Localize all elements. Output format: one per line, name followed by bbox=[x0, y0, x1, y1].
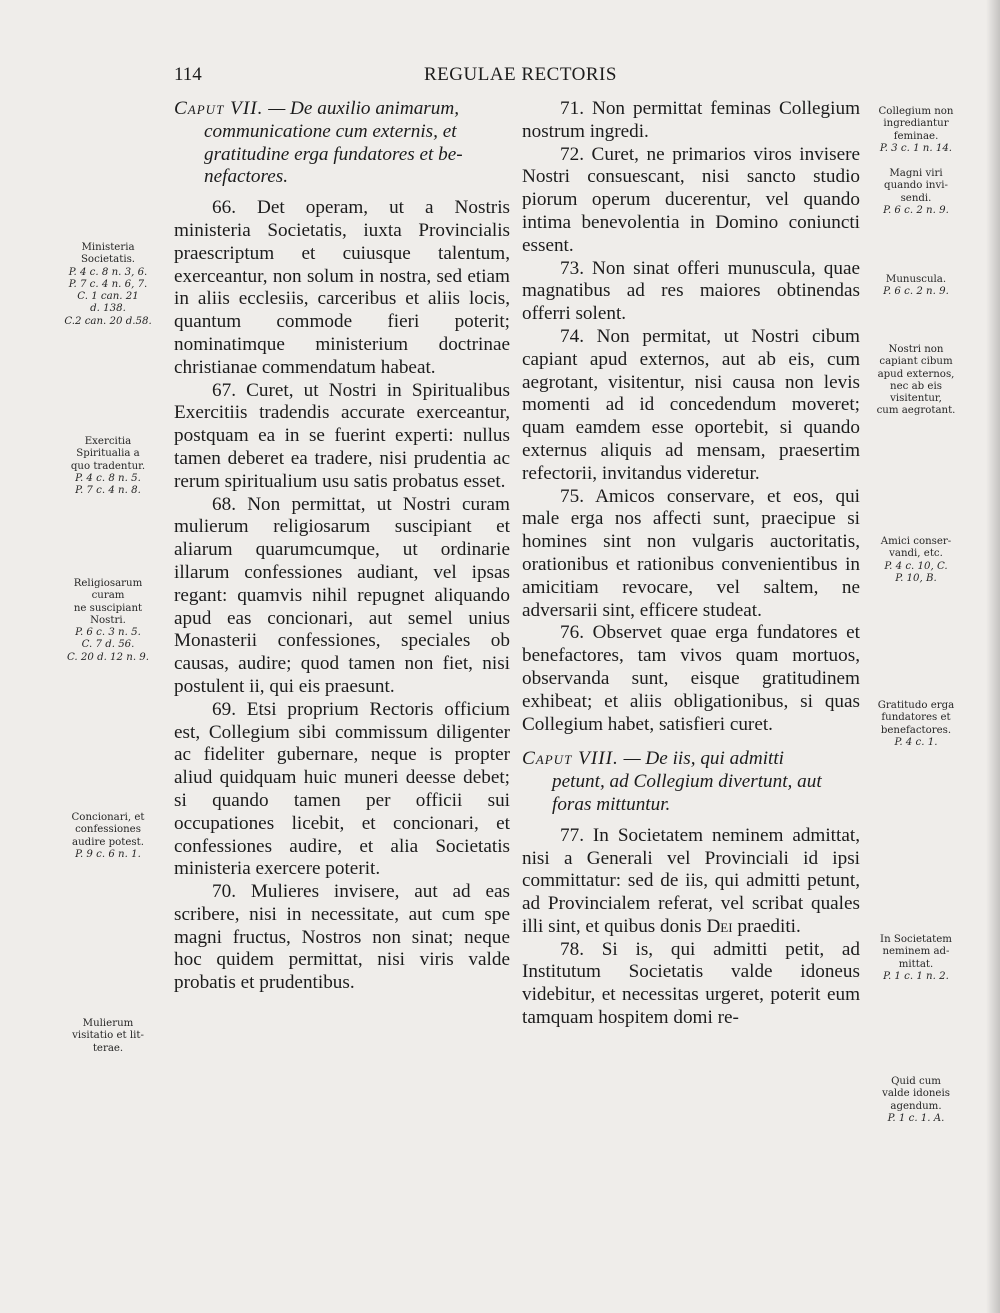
paragraph-67: 67. Curet, ut Nostri in Spiritualibus Exercitiis tradendis accurate exerceantur, postquam ea in se fuerint experti: nullus tamen deberet ea tradere, nisi prudentia ac rerum spiritualium usu satis probatus esset. bbox=[174, 379, 510, 492]
margin-note-left bbox=[58, 578, 158, 664]
chapter-label: Caput VIII. bbox=[522, 748, 619, 770]
paragraph-71: 71. Non permittat feminas Collegium nostrum ingredi. bbox=[522, 98, 860, 142]
paragraph-73: 73. Non sinat offeri munuscula, quae magnatibus ad res maiores obtinendas offerri solent. bbox=[522, 257, 860, 325]
margin-note-text: Societatis. bbox=[80, 254, 136, 266]
margin-note-text: nec ab eis bbox=[890, 380, 942, 392]
margin-note-text: audire potest. bbox=[72, 836, 144, 848]
margin-note-left bbox=[58, 242, 158, 328]
margin-note-text: visitatio et lit- bbox=[72, 1030, 144, 1042]
margin-note-ref: P. 4 c. 8 n. 3, 6. bbox=[68, 266, 148, 278]
margin-note-text: sendi. bbox=[900, 192, 932, 204]
margin-note-text: fundatores et bbox=[881, 712, 951, 724]
margin-note-text: Magni viri bbox=[889, 168, 943, 179]
margin-note-ref: C. 20 d. 12 n. 9. bbox=[66, 651, 150, 663]
margin-note-text: visitentur, bbox=[890, 393, 942, 405]
margin-note-text: quo tradentur. bbox=[70, 460, 146, 472]
margin-note-text: benefactores. bbox=[880, 724, 952, 736]
margin-note-ref: P. 3 c. 1 n. 14. bbox=[879, 142, 953, 154]
margin-note-ref: P. 1 c. 1. A. bbox=[887, 1112, 945, 1124]
margin-note-text: apud externos, bbox=[877, 368, 955, 380]
margin-note-ref: P. 4 c. 10, C. bbox=[884, 560, 948, 572]
paragraph-77 bbox=[522, 825, 860, 939]
paragraph-76: 76. Observet quae erga fundatores et benefactores, tam vivos quam mortuos, observanda sunt, eisque gratitudinem exhibeat; et aliis obligationibus, si quas Collegium habet, satisfieri curet. bbox=[522, 622, 860, 735]
paragraph-66: 66. Det operam, ut a Nostris ministeria Societatis, iuxta Provincialis praescriptum et cuiusque talentum, exerceantur, non solum in nostra, sed etiam in aliis ecclesiis, carceribus et aliis locis, quantum commode fieri poterit; nominatimque ministerium doctrinae christianae commendatum habeat. bbox=[174, 197, 510, 378]
margin-note-text: terae. bbox=[92, 1042, 124, 1054]
paragraph-68: 68. Non permittat, ut Nostri curam mulierum religiosarum suscipiant et aliarum quarumcumque, ut ordinarie illarum confessiones audiant, vel ipsas regant: quamvis nihil repugnet aliquando apud eas concionari, aut semel unius Monasterii confessiones, speciales ob causas, audire; quod tamen non fiet, nisi postulent ii, qui eis praesunt. bbox=[174, 493, 510, 697]
chapter-title-line: foras mittuntur. bbox=[552, 793, 671, 815]
margin-note-ref: P. 4 c. 8 n. 5. bbox=[75, 472, 141, 484]
margin-note-left bbox=[58, 1018, 158, 1055]
margin-note-right bbox=[866, 274, 966, 299]
page-edge-shadow bbox=[986, 0, 1000, 1313]
margin-note-left bbox=[58, 436, 158, 497]
margin-note-text: ingrediantur bbox=[883, 118, 949, 130]
margin-note-text: cum aegrotant. bbox=[876, 405, 956, 417]
margin-note-ref: P. 10, B. bbox=[895, 572, 937, 584]
margin-note-text: Collegium non bbox=[878, 106, 954, 117]
margin-note-text: neminem ad- bbox=[882, 946, 950, 958]
margin-note-text: valde idoneis bbox=[882, 1088, 950, 1100]
paragraph-77-end: praediti. bbox=[732, 915, 801, 937]
right-column bbox=[522, 98, 860, 1030]
chapter-title-line: — De iis, qui admitti bbox=[618, 748, 785, 770]
margin-note-right bbox=[866, 536, 966, 585]
margin-note-ref: P. 6 c. 2 n. 9. bbox=[883, 286, 949, 298]
chapter-title-line: communicatione cum externis, et bbox=[204, 120, 457, 142]
paragraph-74: 74. Non permitat, ut Nostri cibum capiant apud externos, aut ab eis, cum aegrotant, visitentur, nisi causa non levis momenti ad id concedendum moveret; quam eamdem esse oportebit, si quando externus aliquis ad mensam, praesertim refectorii, invitandus videretur. bbox=[522, 325, 860, 484]
margin-note-ref: C. 7 d. 56. bbox=[81, 639, 135, 651]
margin-note-text: capiant cibum bbox=[879, 356, 953, 368]
margin-note-text: Ministeria bbox=[81, 242, 135, 253]
margin-note-text: Gratitudo erga bbox=[877, 700, 955, 711]
margin-note-text: In Societatem bbox=[880, 934, 952, 945]
paragraph-78: 78. Si is, qui admitti petit, ad Institutum Societatis valde idoneus videbitur, et necessitas urgeret, poterit eum tamquam hospitem domi re- bbox=[522, 938, 860, 1029]
margin-note-ref: P. 6 c. 3 n. 5. bbox=[75, 627, 141, 639]
margin-note-text: feminae. bbox=[893, 130, 939, 142]
margin-note-text: agendum. bbox=[890, 1100, 942, 1112]
chapter-8-heading bbox=[522, 748, 860, 816]
chapter-title-line: — De auxilio animarum, bbox=[263, 98, 460, 119]
margin-note-text: Amici conser- bbox=[880, 536, 952, 547]
margin-note-right bbox=[866, 344, 966, 418]
margin-note-text: Exercitia bbox=[84, 436, 132, 447]
paragraph-77-text: 77. In Societatem neminem admittat, nisi a Generali vel Provinciali id ipsi committatur: sed de iis, qui admitti petunt, ad Provincialem referat, vel scribat quales illi sint, et quibus donis bbox=[522, 824, 860, 937]
running-head: REGULAE RECTORIS bbox=[424, 64, 617, 85]
margin-note-text: Quid cum bbox=[891, 1076, 941, 1087]
margin-note-text: confessiones bbox=[75, 824, 141, 836]
paragraph-75: 75. Amicos conservare, et eos, qui male erga nos affecti sunt, praecipue si homines sint non vulgaris auctoritatis, orationibus et rationibus convenientibus in amicitiam revocare, vel saltem, ne adversarii sint, efficere studeat. bbox=[522, 485, 860, 621]
left-column bbox=[174, 98, 510, 995]
chapter-title-line: gratitudine erga fundatores et be- bbox=[204, 143, 463, 165]
margin-note-right bbox=[866, 168, 966, 217]
margin-note-text: mittat. bbox=[898, 958, 934, 970]
margin-note-text: Spiritualia a bbox=[76, 448, 140, 460]
margin-note-right bbox=[866, 1076, 966, 1125]
margin-note-text: Munuscula. bbox=[885, 274, 947, 285]
margin-note-ref: C.2 can. 20 d.58. bbox=[64, 315, 152, 327]
margin-note-ref: C. 1 can. 21 bbox=[77, 291, 139, 303]
chapter-title-line: nefactores. bbox=[204, 166, 289, 188]
margin-note-text: ne suscipiant bbox=[73, 602, 143, 614]
chapter-title-line: petunt, ad Collegium divertunt, aut bbox=[552, 771, 822, 793]
margin-note-text: curam bbox=[91, 590, 125, 602]
margin-note-text: quando invi- bbox=[884, 180, 948, 192]
margin-note-text: Nostri. bbox=[90, 614, 126, 626]
margin-note-right bbox=[866, 700, 966, 749]
chapter-label: Caput VII. bbox=[174, 98, 264, 119]
paragraph-72: 72. Curet, ne primarios viros invisere Nostri consuescant, nisi sancto studio piorum operum ducerentur, vel quando intima benevolentia in Domino coniuncti essent. bbox=[522, 143, 860, 256]
chapter-7-heading bbox=[174, 98, 510, 189]
margin-note-text: Concionari, et bbox=[71, 812, 145, 823]
dei-word: Dei bbox=[706, 915, 733, 937]
margin-note-text: Religiosarum bbox=[73, 578, 143, 589]
margin-note-ref: P. 7 c. 4 n. 8. bbox=[75, 485, 141, 497]
paragraph-69: 69. Etsi proprium Rectoris officium est, Collegium sibi commissum diligenter ac fideliter gubernare, neque is propter aliud quidquam huic muneri deesse debet; si quando tamen per officii sui occupationes licebit, et concionari, et confessiones audire, et alia Societatis ministeria exercere poterit. bbox=[174, 698, 510, 880]
margin-note-ref: P. 6 c. 2 n. 9. bbox=[883, 204, 949, 216]
margin-note-text: vandi, etc. bbox=[889, 548, 943, 560]
page-number: 114 bbox=[174, 64, 202, 85]
margin-note-text: Mulierum bbox=[82, 1018, 134, 1029]
margin-note-ref: P. 9 c. 6 n. 1. bbox=[75, 848, 141, 860]
margin-note-text: Nostri non bbox=[888, 344, 944, 355]
margin-note-right bbox=[866, 106, 966, 155]
margin-note-ref: P. 1 c. 1 n. 2. bbox=[883, 970, 949, 982]
margin-note-ref: P. 7 c. 4 n. 6, 7. bbox=[68, 278, 148, 290]
paragraph-70: 70. Mulieres invisere, aut ad eas scribere, nisi in necessitate, aut cum spe magni fructus, Nostros non sinat; neque hoc quidem permittat, nisi viris valde probatis et prudentibus. bbox=[174, 881, 510, 994]
margin-note-right bbox=[866, 934, 966, 983]
margin-note-ref: P. 4 c. 1. bbox=[894, 736, 938, 748]
margin-note-ref: d. 138. bbox=[90, 303, 126, 315]
margin-note-left bbox=[58, 812, 158, 861]
